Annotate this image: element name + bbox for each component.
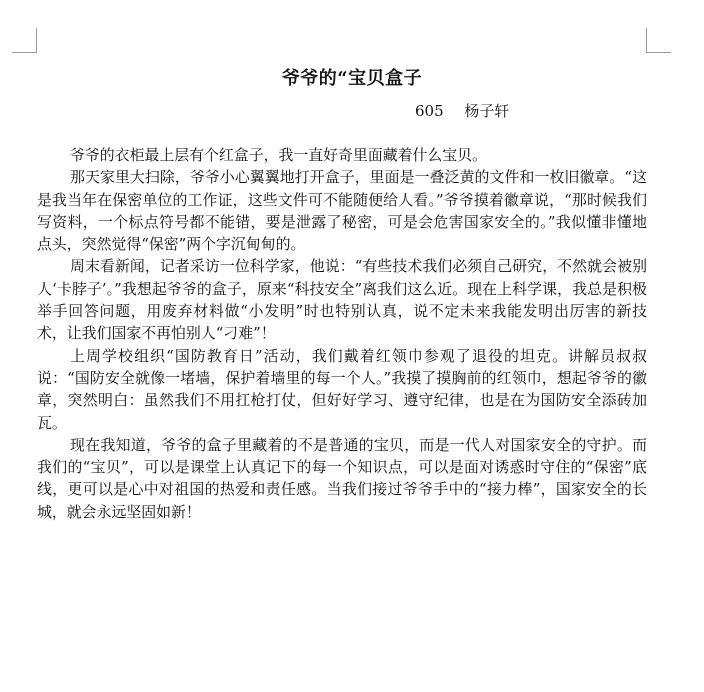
- essay-title: 爷爷的“宝贝盒子: [281, 68, 423, 89]
- author-name: 杨子轩: [464, 102, 510, 120]
- paragraph-1: 爷爷的衣柜最上层有个红盒子，我一直好奇里面藏着什么宝贝。: [70, 146, 487, 164]
- crop-mark-top-right: [646, 28, 671, 53]
- byline: [415, 100, 509, 121]
- paragraph-5: 现在我知道，爷爷的盒子里藏着的不是普通的宝贝，而是一代人对国家安全的守护。而我们的“宝贝”，可以是课堂上认真记下的每一个知识点，可以是面对诱惑时守住的“保密”底线，更可以是心中对祖国的热爱和责任感。当我们接过爷爷手中的“接力棒”，国家安全的长城，就会永远坚固如新！: [37, 435, 647, 521]
- essay-body: [37, 144, 647, 523]
- paragraph-4: 上周学校组织“国防教育日”活动，我们戴着红领巾参观了退役的坦克。讲解员叔叔说：“国防安全就像一堵墙，保护着墙里的每一个人。”我摸了摸胸前的红领巾，想起爷爷的徽章，突然明白：虽然我们不用扛枪打仗，但好好学习、遵守纪律，也是在为国防安全添砖加瓦。: [37, 346, 647, 432]
- paragraph-3: 周末看新闻，记者采访一位科学家，他说：“有些技术我们必须自己研究，不然就会被别人‘卡脖子’。”我想起爷爷的盒子，原来“科技安全”离我们这么近。现在上科学课，我总是积极举手回答问题，用废弃材料做“小发明”时也特别认真，说不定未来我能发明出厉害的新技术，让我们国家不再怕别人“刁难”！: [37, 257, 647, 343]
- crop-mark-top-left: [12, 28, 37, 53]
- paragraph-2: 那天家里大扫除，爷爷小心翼翼地打开盒子，里面是一叠泛黄的文件和一枚旧徽章。“这是我当年在保密单位的工作证，这些文件可不能随便给人看。”爷爷摸着徽章说，“那时候我们写资料，一个标点符号都不能错，要是泄露了秘密，可是会危害国家安全的。”我似懂非懂地点头，突然觉得“保密”两个字沉甸甸的。: [37, 168, 647, 254]
- class-number: 605: [415, 102, 444, 120]
